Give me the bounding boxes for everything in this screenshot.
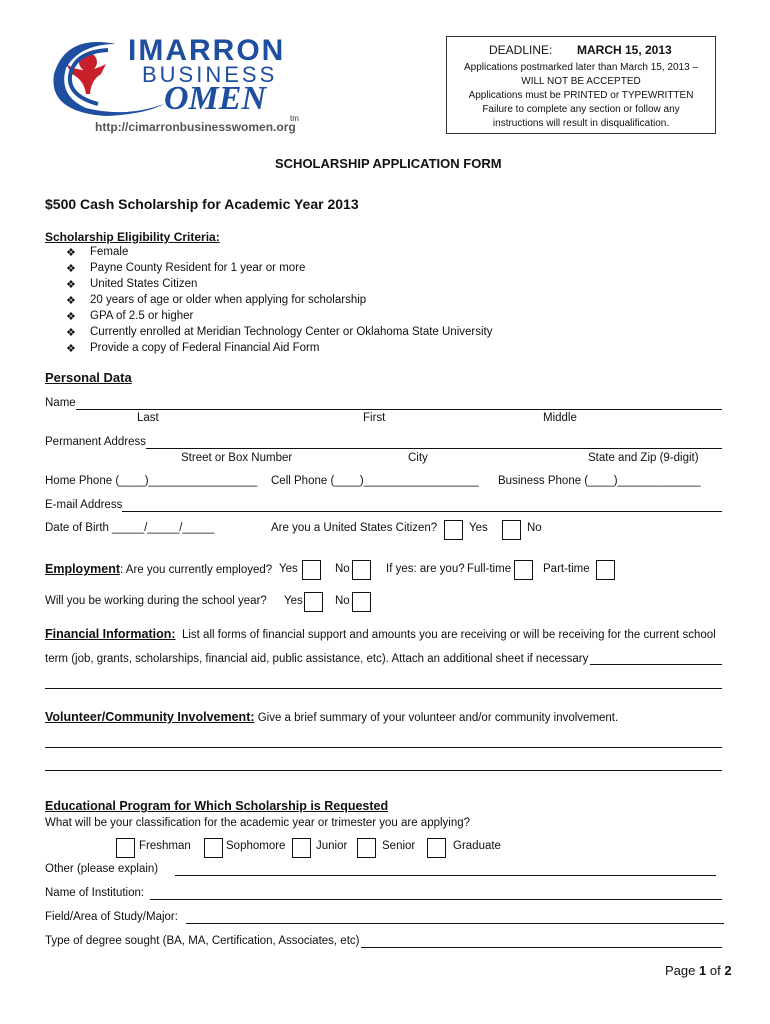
deadline-notice <box>446 36 716 134</box>
bullet-icon: ❖ <box>66 263 76 275</box>
school-work-question: Will you be working during the school year? <box>45 595 267 607</box>
field-of-study-label: Field/Area of Study/Major: <box>45 911 178 923</box>
financial-text-2: term (job, grants, scholarships, financial aid, public assistance, etc). Attach an additional sheet if necessary <box>45 653 589 665</box>
name-sub-first: First <box>363 412 386 424</box>
page-total: 2 <box>724 963 732 978</box>
home-phone-field[interactable]: Home Phone (____)_________________ <box>45 475 258 487</box>
employment-row <box>45 562 272 576</box>
page-current: 1 <box>699 963 707 978</box>
sophomore-checkbox[interactable] <box>204 838 223 858</box>
scholarship-subtitle: $500 Cash Scholarship for Academic Year 2013 <box>45 196 359 212</box>
freshman-label: Freshman <box>139 840 191 852</box>
email-field[interactable] <box>122 511 722 512</box>
senior-checkbox[interactable] <box>357 838 376 858</box>
employed-yes-label: Yes <box>279 563 298 575</box>
institution-field[interactable] <box>150 899 722 900</box>
financial-field-1[interactable] <box>590 664 722 665</box>
junior-label: Junior <box>316 840 348 852</box>
address-label: Permanent Address <box>45 436 147 448</box>
page-prefix: Page <box>665 963 696 978</box>
parttime-label: Part-time <box>543 563 590 575</box>
notice-line: Failure to complete any section or follow any <box>482 104 680 115</box>
logo-word-3: OMEN <box>164 80 267 117</box>
cell-phone-field[interactable]: Cell Phone (____)__________________ <box>271 475 479 487</box>
degree-label: Type of degree sought (BA, MA, Certification, Associates, etc) <box>45 935 360 947</box>
employed-no-checkbox[interactable] <box>352 560 371 580</box>
page-of: of <box>709 963 721 978</box>
criterion-text: GPA of 2.5 or higher <box>90 310 194 322</box>
address-field[interactable] <box>146 448 722 449</box>
criterion-text: 20 years of age or older when applying for scholarship <box>90 294 367 306</box>
sophomore-label: Sophomore <box>226 840 286 852</box>
volunteer-field-2[interactable] <box>45 770 722 771</box>
bullet-icon: ❖ <box>66 343 76 355</box>
citizen-question: Are you a United States Citizen? <box>271 522 438 534</box>
bullet-icon: ❖ <box>66 295 76 307</box>
bullet-icon: ❖ <box>66 247 76 259</box>
eligibility-heading: Scholarship Eligibility Criteria: <box>45 230 220 244</box>
name-label: Name <box>45 397 76 409</box>
school-yes-checkbox[interactable] <box>304 592 323 612</box>
criterion-text: United States Citizen <box>90 278 198 290</box>
notice-line: WILL NOT BE ACCEPTED <box>521 76 641 87</box>
other-field[interactable] <box>175 875 716 876</box>
employed-yes-checkbox[interactable] <box>302 560 321 580</box>
criterion-text: Female <box>90 246 129 258</box>
citizen-no-label: No <box>527 522 542 534</box>
senior-label: Senior <box>382 840 416 852</box>
junior-checkbox[interactable] <box>292 838 311 858</box>
fulltime-label: Full-time <box>467 563 512 575</box>
notice-line: instructions will result in disqualification. <box>492 118 670 129</box>
other-label: Other (please explain) <box>45 863 159 875</box>
institution-label: Name of Institution: <box>45 887 145 899</box>
graduate-checkbox[interactable] <box>427 838 446 858</box>
school-no-checkbox[interactable] <box>352 592 371 612</box>
personal-heading: Personal Data <box>45 370 132 385</box>
school-no-label: No <box>335 595 350 607</box>
deadline-label: DEADLINE: <box>489 43 553 57</box>
financial-heading: Financial Information: <box>45 627 176 641</box>
notice-line: Applications must be PRINTED or TYPEWRITTEN <box>468 90 694 101</box>
criterion-text: Payne County Resident for 1 year or more <box>90 262 306 274</box>
form-title: SCHOLARSHIP APPLICATION FORM <box>275 156 502 171</box>
degree-field[interactable] <box>361 947 722 948</box>
employed-no-label: No <box>335 563 350 575</box>
education-question: What will be your classification for the academic year or trimester you are applying? <box>45 817 471 829</box>
email-label: E-mail Address <box>45 499 123 511</box>
citizen-no-checkbox[interactable] <box>502 520 521 540</box>
volunteer-text: Give a brief summary of your volunteer and/or community involvement. <box>257 712 619 724</box>
employment-question: : Are you currently employed? <box>120 564 273 576</box>
page-number <box>665 963 732 978</box>
freshman-checkbox[interactable] <box>116 838 135 858</box>
address-sub-street: Street or Box Number <box>181 452 293 464</box>
bullet-icon: ❖ <box>66 279 76 291</box>
financial-row <box>45 627 716 641</box>
name-sub-middle: Middle <box>543 412 577 424</box>
address-sub-state: State and Zip (9-digit) <box>588 452 699 464</box>
education-heading: Educational Program for Which Scholarship is Requested <box>45 799 389 813</box>
business-phone-field[interactable]: Business Phone (____)_____________ <box>498 475 701 487</box>
logo-word-1: IMARRON <box>128 34 286 67</box>
logo-tm: tm <box>290 114 299 123</box>
financial-field-2[interactable] <box>45 688 722 689</box>
criterion-text: Currently enrolled at Meridian Technology Center or Oklahoma State University <box>90 326 493 338</box>
volunteer-heading: Volunteer/Community Involvement: <box>45 710 255 724</box>
volunteer-field-1[interactable] <box>45 747 722 748</box>
citizen-yes-checkbox[interactable] <box>444 520 463 540</box>
criterion-text: Provide a copy of Federal Financial Aid Form <box>90 342 320 354</box>
dob-field[interactable]: Date of Birth _____/_____/_____ <box>45 522 215 534</box>
parttime-checkbox[interactable] <box>596 560 615 580</box>
fulltime-checkbox[interactable] <box>514 560 533 580</box>
citizen-yes-label: Yes <box>469 522 488 534</box>
bullet-icon: ❖ <box>66 311 76 323</box>
volunteer-row <box>45 710 618 724</box>
logo-word-2: BUSINESS <box>142 62 278 87</box>
school-yes-label: Yes <box>284 595 303 607</box>
financial-text-1: List all forms of financial support and amounts you are receiving or will be receiving for the current school <box>181 629 716 641</box>
graduate-label: Graduate <box>453 840 501 852</box>
logo <box>46 34 326 124</box>
bullet-icon: ❖ <box>66 327 76 339</box>
ifyes-label: If yes: are you? <box>386 563 465 575</box>
field-of-study-field[interactable] <box>186 923 724 924</box>
notice-line: Applications postmarked later than March 15, 2013 – <box>463 62 699 73</box>
name-field[interactable] <box>76 409 722 410</box>
site-url[interactable]: http://cimarronbusinesswomen.org <box>95 120 296 134</box>
address-sub-city: City <box>408 452 428 464</box>
deadline-date: MARCH 15, 2013 <box>577 43 672 57</box>
employment-heading: Employment <box>45 562 121 576</box>
name-sub-last: Last <box>137 412 159 424</box>
